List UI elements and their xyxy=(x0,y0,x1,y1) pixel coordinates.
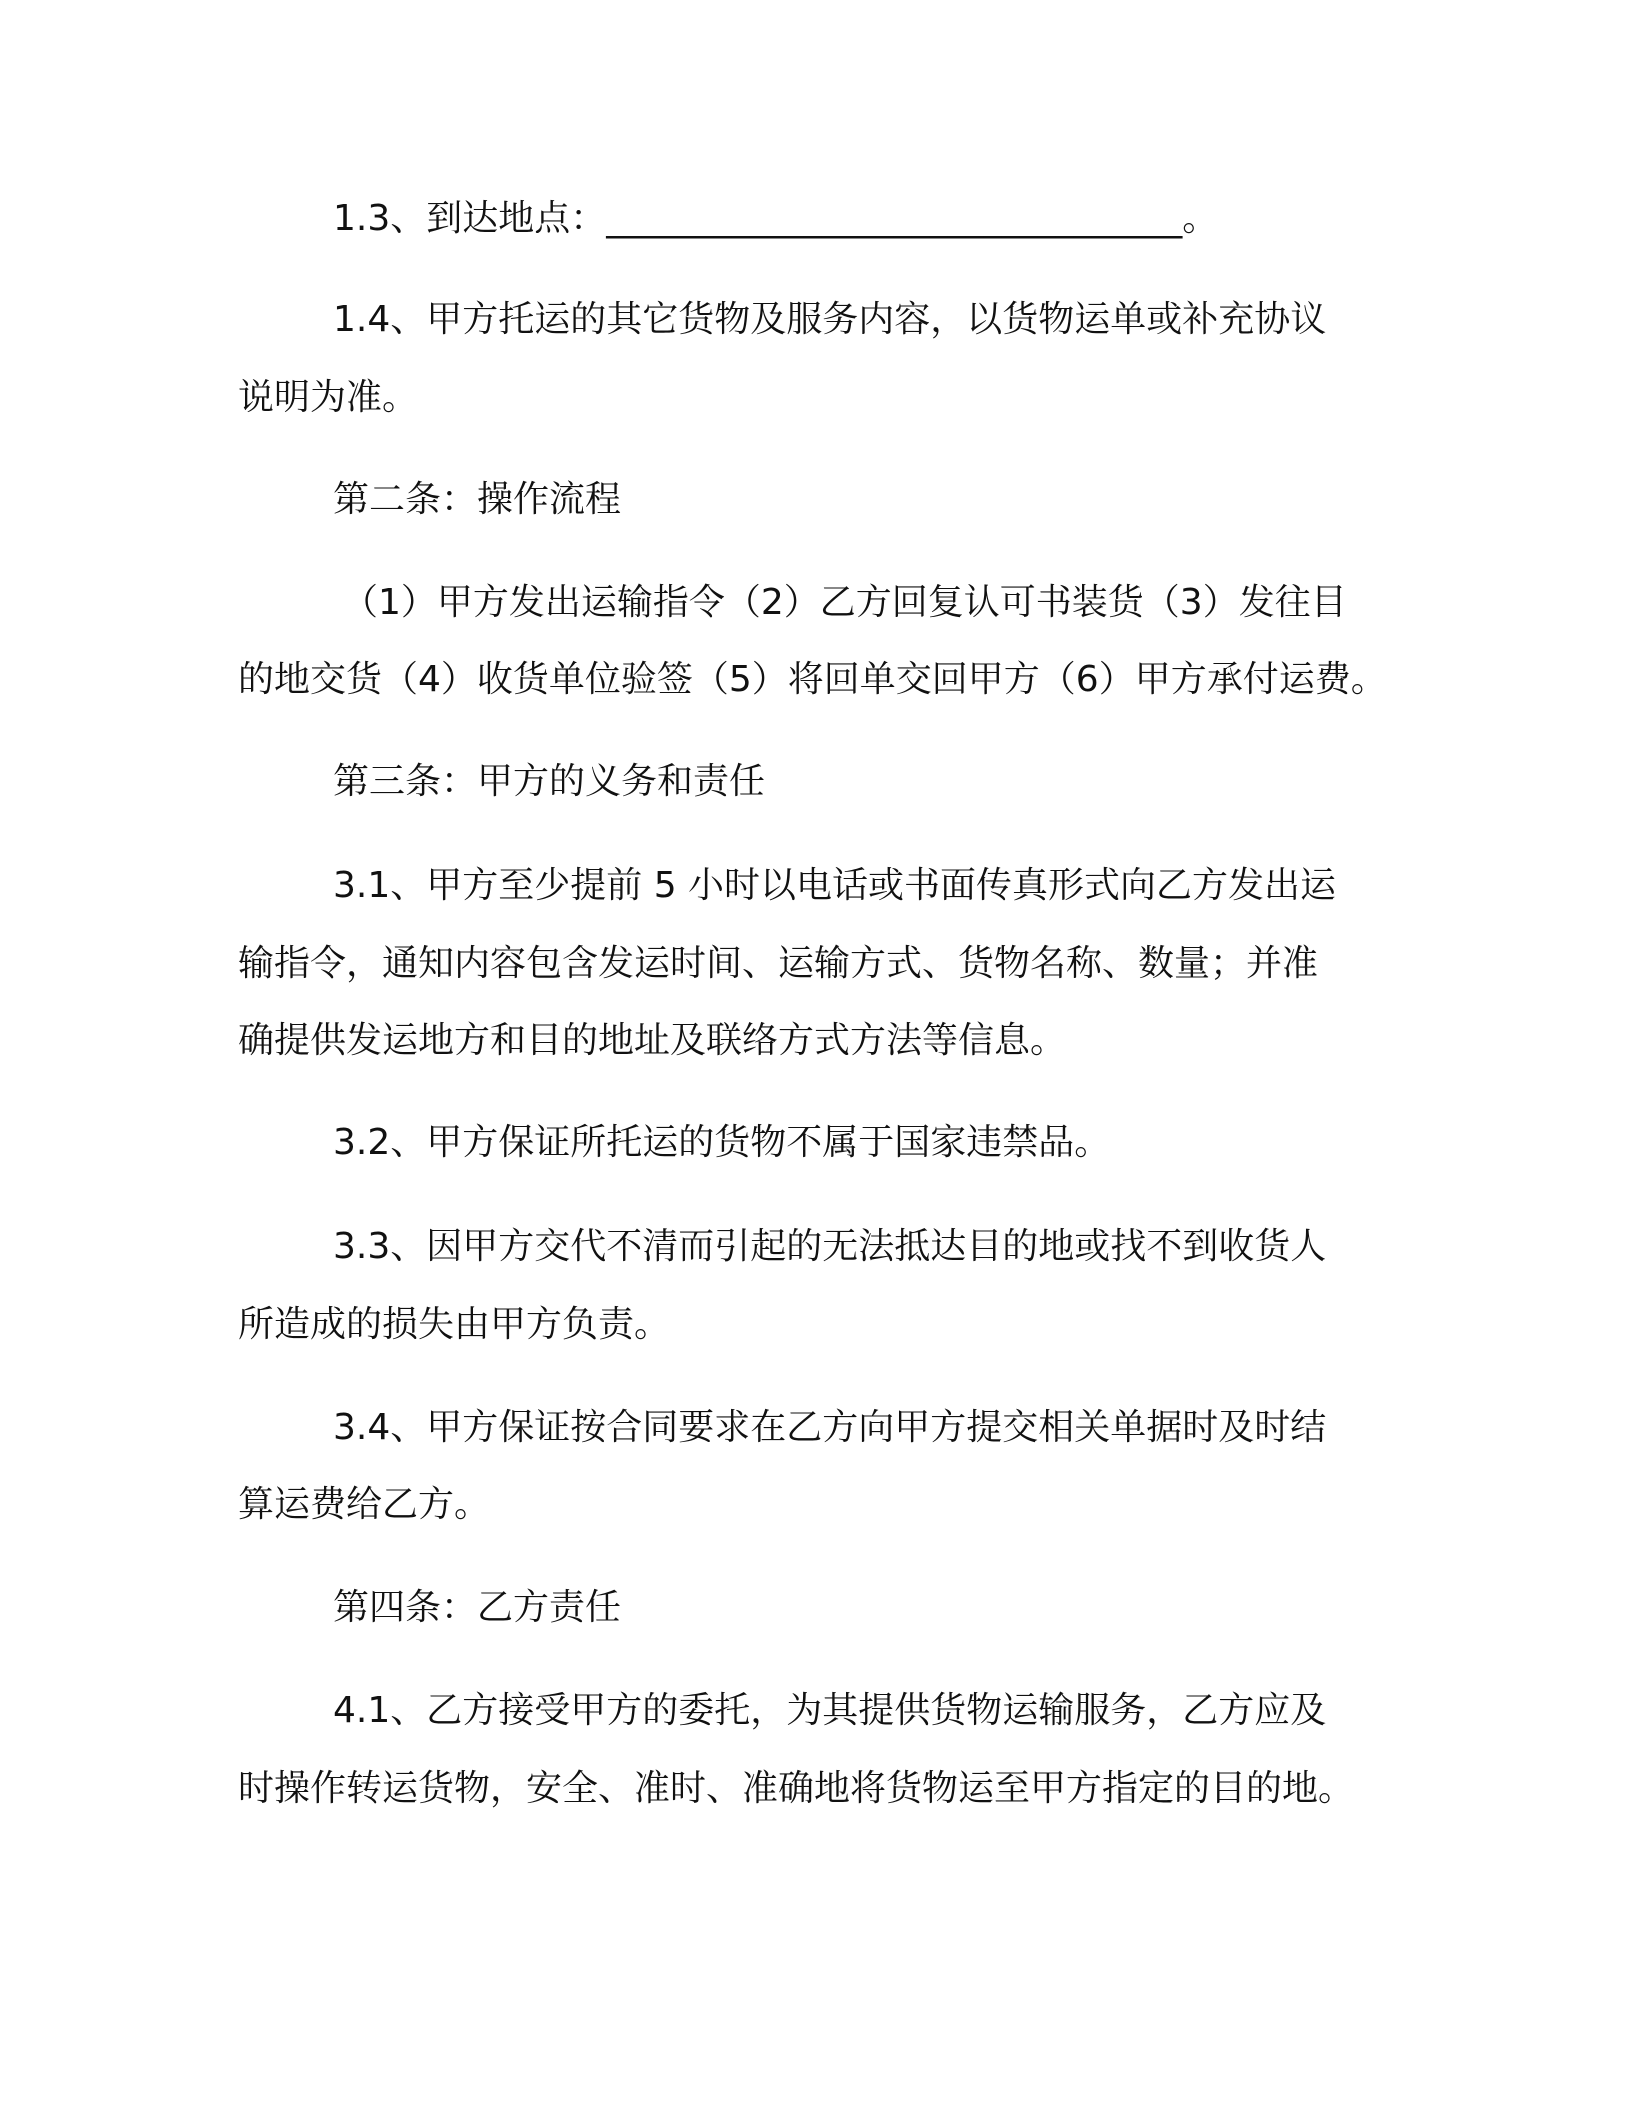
article-3-heading: 第三条：甲方的义务和责任 xyxy=(333,761,766,802)
clause-3-3-line-2: 所造成的损失由甲方负责。 xyxy=(238,1304,671,1345)
clause-4-1-line-2: 时操作转运货物，安全、准时、准确地将货物运至甲方指定的目的地。 xyxy=(238,1768,1355,1809)
article-2-heading: 第二条：操作流程 xyxy=(333,479,622,520)
process-steps-line-1: （1）甲方发出运输指令（2）乙方回复认可书装货（3）发往目 xyxy=(342,582,1347,623)
clause-1-4-line-1: 1.4、甲方托运的其它货物及服务内容，以货物运单或补充协议 xyxy=(333,299,1327,340)
clause-3-3-line-1: 3.3、因甲方交代不清而引起的无法抵达目的地或找不到收货人 xyxy=(333,1226,1327,1267)
process-steps-line-2: 的地交货（4）收货单位验签（5）将回单交回甲方（6）甲方承付运费。 xyxy=(238,659,1387,700)
clause-1-3-arrival-location: 1.3、到达地点：________________________________。 xyxy=(333,198,1219,239)
clause-4-1-line-1: 4.1、乙方接受甲方的委托，为其提供货物运输服务，乙方应及 xyxy=(333,1690,1327,1731)
clause-3-1-line-2: 输指令，通知内容包含发运时间、运输方式、货物名称、数量；并准 xyxy=(238,943,1319,984)
clause-3-2: 3.2、甲方保证所托运的货物不属于国家违禁品。 xyxy=(333,1122,1111,1163)
clause-3-1-line-1: 3.1、甲方至少提前 5 小时以电话或书面传真形式向乙方发出运 xyxy=(333,865,1337,906)
clause-3-4-line-1: 3.4、甲方保证按合同要求在乙方向甲方提交相关单据时及时结 xyxy=(333,1407,1327,1448)
clause-3-1-line-3: 确提供发运地方和目的地址及联络方式方法等信息。 xyxy=(238,1020,1067,1061)
article-4-heading: 第四条：乙方责任 xyxy=(333,1587,622,1628)
clause-1-4-line-2: 说明为准。 xyxy=(238,377,419,418)
clause-3-4-line-2: 算运费给乙方。 xyxy=(238,1484,491,1525)
